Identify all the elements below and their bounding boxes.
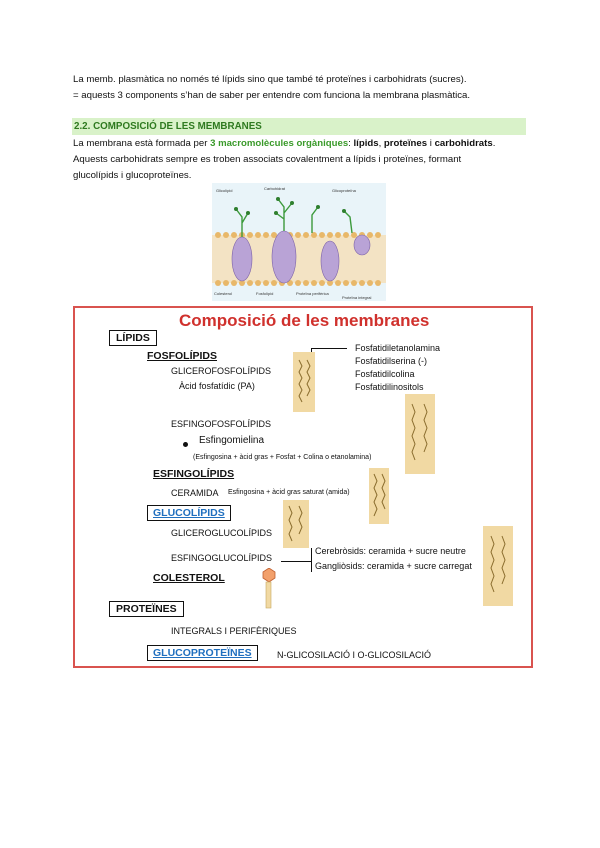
figure-label: Carbohidrat	[264, 186, 285, 191]
glicero-gluco-label: GLICEROGLUCOLÍPIDS	[171, 528, 273, 538]
macromolecules-highlight: 3 macromolècules orgàniques	[210, 138, 349, 149]
text-run: La membrana està formada per	[73, 138, 211, 149]
intro-line-1: La memb. plasmàtica no només té lípids sino que també té proteïnes i carbohidrats (sucres).	[73, 74, 467, 85]
section-paragraph-line-2: Aquests carbohidrats sempre es troben associats covalentment a lípids i proteïnes, formant	[73, 154, 462, 165]
gangliosids-label: Gangliòsids: ceramida + sucre carregat	[315, 561, 472, 571]
lipids-box: LÍPIDS	[109, 330, 157, 346]
fosfa-item: Fosfatidilinositols	[355, 382, 424, 392]
ceramida-note: Esfingosina + àcid gras saturat (amida)	[228, 489, 350, 496]
ceramide-structure-icon	[369, 468, 389, 524]
figure-label: Fosfolípid	[256, 291, 274, 296]
connector-line	[281, 561, 311, 562]
glicosilacio-label: N-GLICOSILACIÓ I O-GLICOSILACIÓ	[277, 650, 432, 660]
proteines-box: PROTEÏNES	[109, 601, 184, 617]
esfingolipids-heading: ESFINGOLÍPIDS	[153, 468, 235, 480]
fosfa-item: Fosfatidiletanolamina	[355, 343, 441, 353]
section-paragraph-line-3: glucolípids i glucoproteïnes.	[73, 170, 192, 181]
figure-label: Glicoproteïna	[332, 188, 356, 193]
bullet-icon	[183, 442, 188, 447]
figure-label: Proteïna perifèrica	[296, 291, 329, 296]
ganglioside-structure-icon	[483, 526, 513, 606]
glycolipid-structure-icon	[283, 500, 309, 548]
acid-fosfatidic-label: Àcid fosfatídic (PA)	[179, 381, 255, 391]
bracket-line	[311, 348, 347, 349]
lipids-term: lípids	[353, 138, 379, 149]
connector-line	[311, 548, 312, 572]
fosfolipids-heading: FOSFOLÍPIDS	[147, 350, 218, 362]
carbohydrates-term: carbohidrats	[434, 138, 493, 149]
figure-label: Colesterol	[214, 291, 233, 296]
cholesterol-structure-icon	[259, 568, 277, 610]
glucoproteines-box: GLUCOPROTEÏNES	[147, 645, 258, 661]
text-run: i	[427, 138, 435, 149]
section-paragraph-line-1	[73, 136, 495, 152]
fosfa-item: Fosfatidilserina (-)	[355, 356, 428, 366]
esfingomielina-note: (Esfingosina + àcid gras + Fosfat + Colina o etanolamina)	[193, 454, 372, 461]
slide-title: Composició de les membranes	[179, 311, 430, 330]
text-run: ,	[378, 138, 384, 149]
esfingofosfolipids-label: ESFINGOFOSFOLÍPIDS	[171, 419, 272, 429]
sphingomyelin-structure-icon	[405, 394, 435, 474]
fosfa-item: Fosfatidilcolina	[355, 369, 415, 379]
esfingomielina-label: Esfingomielina	[199, 435, 265, 446]
glucolipids-box: GLUCOLÍPIDS	[147, 505, 231, 521]
colesterol-heading: COLESTEROL	[153, 572, 225, 584]
ceramida-label: CERAMIDA	[171, 488, 219, 498]
text-run: .	[492, 138, 496, 149]
intro-line-2: = aquests 3 components s’han de saber per entendre com funciona la membrana plasmàtica.	[73, 90, 471, 101]
membrane-structure-illustration	[212, 183, 386, 301]
proteins-term: proteïnes	[383, 138, 428, 149]
glicerofosfolipids-label: GLICEROFOSFOLÍPIDS	[171, 366, 272, 376]
esfingo-gluco-label: ESFINGOGLUCOLÍPIDS	[171, 553, 273, 563]
text-run: :	[348, 138, 354, 149]
composition-slide	[73, 306, 533, 668]
figure-label: Glicolípid	[216, 188, 233, 193]
figure-label: Proteïna integral	[342, 295, 372, 300]
integrals-label: INTEGRALS I PERIFÈRIQUES	[171, 626, 297, 636]
section-heading: 2.2. COMPOSICIÓ DE LES MEMBRANES	[72, 118, 526, 135]
phospholipid-structure-icon	[293, 352, 315, 412]
cerebrosids-label: Cerebròsids: ceramida + sucre neutre	[315, 546, 466, 556]
